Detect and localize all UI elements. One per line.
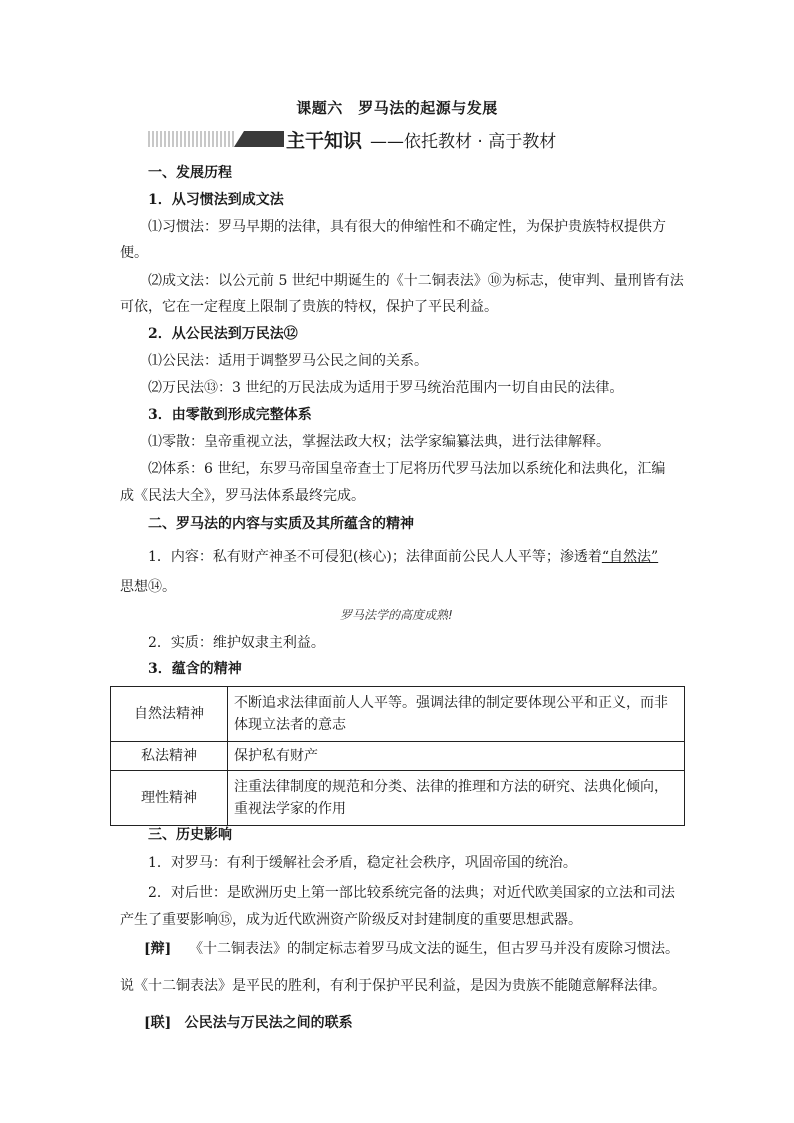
table-cell-value: 注重法律制度的规范和分类、法律的推理和方法的研究、法典化倾向，重视法学家的作用 [228,771,685,826]
subheading-2-3: 3．蕴含的精神 [148,661,242,677]
paragraph-essence: 2．实质：维护奴隶主利益。 [148,635,325,651]
paragraph-content [148,544,690,570]
paragraph-custom-law-cont: 便。 [120,245,148,261]
note-bian-text: 《十二铜表法》的制定标志着罗马成文法的诞生，但古罗马并没有废除习惯法。 [189,941,680,957]
paragraph-written-law: ⑵成文法：以公元前 5 世纪中期诞生的《十二铜表法》⑩为标志，使审判、量刑皆有法 [148,273,684,289]
table-cell-key: 私法精神 [111,742,228,771]
paragraph-custom-law: ⑴习惯法：罗马早期的法律，具有很大的伸缩性和不确定性，为保护贵族特权提供方 [148,219,666,235]
table-row [111,687,685,742]
subheading-1-2: 2．从公民法到万民法⑫ [148,326,298,342]
subheading-1-3: 3．由零散到形成完整体系 [148,407,312,423]
table-cell-key: 自然法精神 [111,687,228,742]
section-heading-2: 二、罗马法的内容与实质及其所蕴含的精神 [148,516,414,532]
table-cell-value: 不断追求法律面前人人平等。强调法律的制定要体现公平和正义，而非体现立法者的意志 [228,687,685,742]
page-title: 课题六 罗马法的起源与发展 [296,99,498,117]
table-cell-value: 保护私有财产 [228,742,685,771]
paragraph-impact-later: 2．对后世：是欧洲历史上第一部比较系统完备的法典；对近代欧美国家的立法和司法 [148,885,675,901]
banner-stripe-decoration [148,131,234,147]
section-heading-1: 一、发展历程 [148,165,232,181]
note-tag-lian: [联] [144,1015,172,1031]
paragraph-law-of-nations: ⑵万民法⑬：3 世纪的万民法成为适用于罗马统治范围内一切自由民的法律。 [148,380,624,396]
paragraph-system: ⑵体系：6 世纪，东罗马帝国皇帝查士丁尼将历代罗马法加以系统化和法典化，汇编 [148,461,666,477]
table-row [111,771,685,826]
handwritten-annotation: 罗马法学的高度成熟! [340,608,453,622]
note-bian-cont: 说《十二铜表法》是平民的胜利，有利于保护平民利益，是因为贵族不能随意解释法律。 [120,978,666,994]
note-lian [144,1011,724,1035]
section-heading-3: 三、历史影响 [148,827,232,843]
banner-slant-decoration [234,131,284,147]
paragraph-impact-rome: 1．对罗马：有利于缓解社会矛盾，稳定社会秩序，巩固帝国的统治。 [148,855,577,871]
section-banner [148,126,708,152]
banner-subtitle: ——依托教材 · 高于教材 [370,132,557,152]
spirit-table [110,686,685,826]
subheading-1-1: 1．从习惯法到成文法 [148,192,284,208]
paragraph-written-law-cont: 可依，它在一定程度上限制了贵族的特权，保护了平民利益。 [120,299,498,315]
note-bian [144,937,704,961]
paragraph-civil-law: ⑴公民法：适用于调整罗马公民之间的关系。 [148,353,428,369]
paragraph-content-text: 1．内容：私有财产神圣不可侵犯(核心)；法律面前公民人人平等；渗透着 [148,549,602,565]
note-lian-text: 公民法与万民法之间的联系 [184,1015,353,1031]
paragraph-impact-later-cont: 产生了重要影响⑮，成为近代欧洲资产阶级反对封建制度的重要思想武器。 [120,912,582,928]
paragraph-content-cont: 思想⑭。 [120,579,176,595]
natural-law-underlined: “自然法” [601,549,659,565]
table-cell-key: 理性精神 [111,771,228,826]
paragraph-system-cont: 成《民法大全》，罗马法体系最终完成。 [120,488,365,504]
banner-label: 主干知识 [286,130,363,152]
note-tag-bian: [辩] [144,941,172,957]
paragraph-scattered: ⑴零散：皇帝重视立法，掌握法政大权；法学家编纂法典，进行法律解释。 [148,434,610,450]
table-row [111,742,685,771]
